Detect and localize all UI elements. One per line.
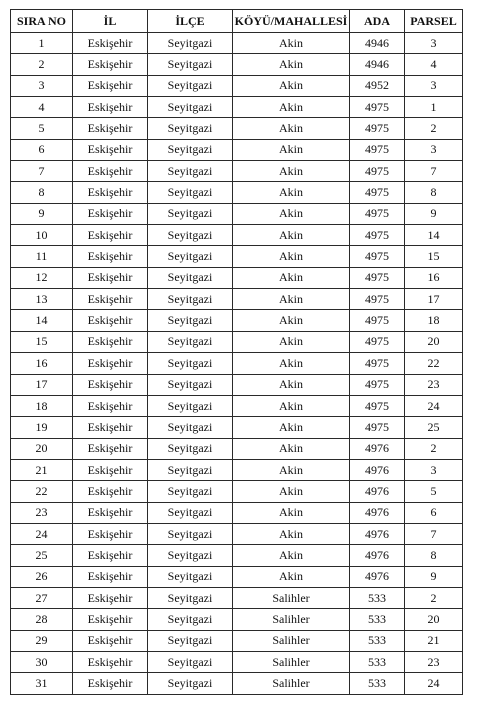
parcel-list-document bbox=[10, 9, 463, 695]
cell-ada: 4976 bbox=[350, 438, 405, 459]
cell-ada: 4975 bbox=[350, 161, 405, 182]
cell-il: Eskişehir bbox=[73, 609, 148, 630]
table-row bbox=[11, 481, 463, 502]
cell-koyu-mahallesi: Akin bbox=[233, 139, 350, 160]
cell-sira-no: 1 bbox=[11, 33, 73, 54]
cell-il: Eskişehir bbox=[73, 331, 148, 352]
cell-koyu-mahallesi: Salihler bbox=[233, 630, 350, 651]
parcel-table bbox=[10, 9, 463, 695]
cell-sira-no: 27 bbox=[11, 587, 73, 608]
cell-ada: 4975 bbox=[350, 353, 405, 374]
cell-il: Eskişehir bbox=[73, 523, 148, 544]
cell-il: Eskişehir bbox=[73, 459, 148, 480]
cell-ilce: Seyitgazi bbox=[148, 438, 233, 459]
cell-parsel: 7 bbox=[405, 161, 463, 182]
cell-ilce: Seyitgazi bbox=[148, 673, 233, 694]
cell-ilce: Seyitgazi bbox=[148, 182, 233, 203]
cell-sira-no: 13 bbox=[11, 289, 73, 310]
cell-parsel: 24 bbox=[405, 673, 463, 694]
cell-parsel: 9 bbox=[405, 203, 463, 224]
table-row bbox=[11, 289, 463, 310]
cell-parsel: 2 bbox=[405, 587, 463, 608]
table-row bbox=[11, 33, 463, 54]
cell-ada: 533 bbox=[350, 630, 405, 651]
cell-parsel: 2 bbox=[405, 438, 463, 459]
cell-parsel: 3 bbox=[405, 75, 463, 96]
cell-koyu-mahallesi: Akin bbox=[233, 395, 350, 416]
cell-sira-no: 31 bbox=[11, 673, 73, 694]
table-row bbox=[11, 630, 463, 651]
cell-koyu-mahallesi: Akin bbox=[233, 161, 350, 182]
cell-ilce: Seyitgazi bbox=[148, 609, 233, 630]
cell-koyu-mahallesi: Akin bbox=[233, 225, 350, 246]
header-sira-no: SIRA NO bbox=[11, 10, 73, 33]
cell-ilce: Seyitgazi bbox=[148, 502, 233, 523]
cell-ada: 4975 bbox=[350, 289, 405, 310]
cell-sira-no: 21 bbox=[11, 459, 73, 480]
table-row bbox=[11, 566, 463, 587]
table-row bbox=[11, 523, 463, 544]
cell-parsel: 7 bbox=[405, 523, 463, 544]
cell-il: Eskişehir bbox=[73, 118, 148, 139]
cell-ilce: Seyitgazi bbox=[148, 395, 233, 416]
cell-koyu-mahallesi: Salihler bbox=[233, 609, 350, 630]
cell-parsel: 17 bbox=[405, 289, 463, 310]
table-row bbox=[11, 182, 463, 203]
table-row bbox=[11, 118, 463, 139]
cell-il: Eskişehir bbox=[73, 630, 148, 651]
table-row bbox=[11, 673, 463, 694]
cell-ilce: Seyitgazi bbox=[148, 97, 233, 118]
cell-il: Eskişehir bbox=[73, 481, 148, 502]
cell-koyu-mahallesi: Akin bbox=[233, 481, 350, 502]
cell-ada: 4976 bbox=[350, 481, 405, 502]
table-row bbox=[11, 75, 463, 96]
cell-sira-no: 24 bbox=[11, 523, 73, 544]
cell-sira-no: 9 bbox=[11, 203, 73, 224]
cell-il: Eskişehir bbox=[73, 374, 148, 395]
cell-parsel: 5 bbox=[405, 481, 463, 502]
cell-ada: 533 bbox=[350, 587, 405, 608]
cell-ilce: Seyitgazi bbox=[148, 545, 233, 566]
cell-ada: 4975 bbox=[350, 395, 405, 416]
cell-ada: 4975 bbox=[350, 203, 405, 224]
cell-parsel: 20 bbox=[405, 609, 463, 630]
cell-sira-no: 5 bbox=[11, 118, 73, 139]
cell-ilce: Seyitgazi bbox=[148, 289, 233, 310]
cell-parsel: 18 bbox=[405, 310, 463, 331]
cell-ilce: Seyitgazi bbox=[148, 566, 233, 587]
cell-ilce: Seyitgazi bbox=[148, 267, 233, 288]
table-row bbox=[11, 545, 463, 566]
cell-koyu-mahallesi: Akin bbox=[233, 566, 350, 587]
cell-ada: 4952 bbox=[350, 75, 405, 96]
cell-il: Eskişehir bbox=[73, 182, 148, 203]
cell-sira-no: 15 bbox=[11, 331, 73, 352]
table-row bbox=[11, 331, 463, 352]
cell-sira-no: 2 bbox=[11, 54, 73, 75]
cell-parsel: 3 bbox=[405, 459, 463, 480]
cell-ilce: Seyitgazi bbox=[148, 587, 233, 608]
cell-ada: 4975 bbox=[350, 118, 405, 139]
cell-sira-no: 30 bbox=[11, 651, 73, 672]
cell-il: Eskişehir bbox=[73, 545, 148, 566]
cell-ilce: Seyitgazi bbox=[148, 310, 233, 331]
cell-sira-no: 14 bbox=[11, 310, 73, 331]
cell-parsel: 25 bbox=[405, 417, 463, 438]
cell-parsel: 23 bbox=[405, 651, 463, 672]
cell-parsel: 20 bbox=[405, 331, 463, 352]
cell-koyu-mahallesi: Akin bbox=[233, 182, 350, 203]
cell-ilce: Seyitgazi bbox=[148, 118, 233, 139]
cell-il: Eskişehir bbox=[73, 438, 148, 459]
cell-sira-no: 17 bbox=[11, 374, 73, 395]
cell-parsel: 21 bbox=[405, 630, 463, 651]
table-row bbox=[11, 374, 463, 395]
cell-sira-no: 7 bbox=[11, 161, 73, 182]
cell-sira-no: 19 bbox=[11, 417, 73, 438]
cell-ilce: Seyitgazi bbox=[148, 481, 233, 502]
cell-parsel: 16 bbox=[405, 267, 463, 288]
cell-ilce: Seyitgazi bbox=[148, 417, 233, 438]
cell-ada: 4975 bbox=[350, 417, 405, 438]
header-ada: ADA bbox=[350, 10, 405, 33]
table-row bbox=[11, 395, 463, 416]
cell-koyu-mahallesi: Akin bbox=[233, 75, 350, 96]
cell-koyu-mahallesi: Salihler bbox=[233, 673, 350, 694]
cell-koyu-mahallesi: Akin bbox=[233, 438, 350, 459]
cell-ilce: Seyitgazi bbox=[148, 459, 233, 480]
table-row bbox=[11, 139, 463, 160]
cell-sira-no: 10 bbox=[11, 225, 73, 246]
table-row bbox=[11, 353, 463, 374]
table-body bbox=[11, 33, 463, 695]
cell-koyu-mahallesi: Akin bbox=[233, 417, 350, 438]
cell-il: Eskişehir bbox=[73, 54, 148, 75]
cell-parsel: 15 bbox=[405, 246, 463, 267]
table-row bbox=[11, 203, 463, 224]
cell-il: Eskişehir bbox=[73, 225, 148, 246]
cell-koyu-mahallesi: Akin bbox=[233, 33, 350, 54]
cell-ada: 4975 bbox=[350, 267, 405, 288]
cell-sira-no: 12 bbox=[11, 267, 73, 288]
table-row bbox=[11, 609, 463, 630]
cell-il: Eskişehir bbox=[73, 310, 148, 331]
header-ilce: İLÇE bbox=[148, 10, 233, 33]
table-row bbox=[11, 161, 463, 182]
cell-koyu-mahallesi: Akin bbox=[233, 54, 350, 75]
cell-il: Eskişehir bbox=[73, 587, 148, 608]
cell-koyu-mahallesi: Akin bbox=[233, 545, 350, 566]
cell-il: Eskişehir bbox=[73, 97, 148, 118]
cell-ilce: Seyitgazi bbox=[148, 161, 233, 182]
cell-sira-no: 4 bbox=[11, 97, 73, 118]
cell-koyu-mahallesi: Akin bbox=[233, 289, 350, 310]
cell-koyu-mahallesi: Akin bbox=[233, 118, 350, 139]
cell-parsel: 2 bbox=[405, 118, 463, 139]
cell-parsel: 14 bbox=[405, 225, 463, 246]
cell-ada: 4976 bbox=[350, 566, 405, 587]
cell-sira-no: 26 bbox=[11, 566, 73, 587]
cell-ada: 4975 bbox=[350, 374, 405, 395]
cell-il: Eskişehir bbox=[73, 395, 148, 416]
cell-il: Eskişehir bbox=[73, 353, 148, 374]
cell-il: Eskişehir bbox=[73, 566, 148, 587]
header-row bbox=[11, 10, 463, 33]
cell-ada: 4975 bbox=[350, 139, 405, 160]
cell-ada: 4946 bbox=[350, 33, 405, 54]
cell-sira-no: 28 bbox=[11, 609, 73, 630]
cell-sira-no: 6 bbox=[11, 139, 73, 160]
cell-ilce: Seyitgazi bbox=[148, 331, 233, 352]
cell-parsel: 9 bbox=[405, 566, 463, 587]
cell-il: Eskişehir bbox=[73, 33, 148, 54]
cell-ilce: Seyitgazi bbox=[148, 75, 233, 96]
cell-ilce: Seyitgazi bbox=[148, 630, 233, 651]
cell-il: Eskişehir bbox=[73, 502, 148, 523]
cell-koyu-mahallesi: Akin bbox=[233, 374, 350, 395]
cell-il: Eskişehir bbox=[73, 161, 148, 182]
cell-ada: 4976 bbox=[350, 502, 405, 523]
cell-ilce: Seyitgazi bbox=[148, 374, 233, 395]
cell-koyu-mahallesi: Akin bbox=[233, 331, 350, 352]
cell-sira-no: 23 bbox=[11, 502, 73, 523]
cell-parsel: 8 bbox=[405, 545, 463, 566]
cell-sira-no: 29 bbox=[11, 630, 73, 651]
cell-sira-no: 8 bbox=[11, 182, 73, 203]
cell-il: Eskişehir bbox=[73, 203, 148, 224]
cell-ada: 4975 bbox=[350, 310, 405, 331]
cell-il: Eskişehir bbox=[73, 267, 148, 288]
table-row bbox=[11, 225, 463, 246]
cell-ilce: Seyitgazi bbox=[148, 139, 233, 160]
cell-koyu-mahallesi: Akin bbox=[233, 267, 350, 288]
cell-ilce: Seyitgazi bbox=[148, 353, 233, 374]
cell-parsel: 3 bbox=[405, 33, 463, 54]
cell-ilce: Seyitgazi bbox=[148, 651, 233, 672]
table-row bbox=[11, 417, 463, 438]
cell-parsel: 8 bbox=[405, 182, 463, 203]
cell-il: Eskişehir bbox=[73, 673, 148, 694]
cell-ilce: Seyitgazi bbox=[148, 54, 233, 75]
table-row bbox=[11, 502, 463, 523]
cell-sira-no: 3 bbox=[11, 75, 73, 96]
cell-ada: 4976 bbox=[350, 523, 405, 544]
cell-parsel: 24 bbox=[405, 395, 463, 416]
cell-koyu-mahallesi: Salihler bbox=[233, 651, 350, 672]
cell-ada: 4976 bbox=[350, 459, 405, 480]
cell-il: Eskişehir bbox=[73, 75, 148, 96]
cell-ada: 4976 bbox=[350, 545, 405, 566]
cell-sira-no: 18 bbox=[11, 395, 73, 416]
table-row bbox=[11, 438, 463, 459]
cell-ilce: Seyitgazi bbox=[148, 33, 233, 54]
cell-ada: 4975 bbox=[350, 97, 405, 118]
cell-il: Eskişehir bbox=[73, 417, 148, 438]
cell-il: Eskişehir bbox=[73, 139, 148, 160]
cell-parsel: 4 bbox=[405, 54, 463, 75]
cell-ada: 4975 bbox=[350, 331, 405, 352]
cell-ada: 533 bbox=[350, 673, 405, 694]
cell-sira-no: 22 bbox=[11, 481, 73, 502]
cell-sira-no: 25 bbox=[11, 545, 73, 566]
cell-sira-no: 11 bbox=[11, 246, 73, 267]
cell-il: Eskişehir bbox=[73, 289, 148, 310]
cell-koyu-mahallesi: Akin bbox=[233, 97, 350, 118]
cell-ilce: Seyitgazi bbox=[148, 203, 233, 224]
cell-ada: 4946 bbox=[350, 54, 405, 75]
header-parsel: PARSEL bbox=[405, 10, 463, 33]
cell-parsel: 1 bbox=[405, 97, 463, 118]
cell-il: Eskişehir bbox=[73, 651, 148, 672]
table-row bbox=[11, 97, 463, 118]
cell-parsel: 22 bbox=[405, 353, 463, 374]
cell-ada: 4975 bbox=[350, 246, 405, 267]
cell-koyu-mahallesi: Akin bbox=[233, 459, 350, 480]
table-row bbox=[11, 459, 463, 480]
cell-koyu-mahallesi: Akin bbox=[233, 353, 350, 374]
table-row bbox=[11, 267, 463, 288]
cell-sira-no: 16 bbox=[11, 353, 73, 374]
cell-ilce: Seyitgazi bbox=[148, 523, 233, 544]
header-koyu-mahallesi: KÖYÜ/MAHALLESİ bbox=[233, 10, 350, 33]
table-row bbox=[11, 310, 463, 331]
cell-ada: 533 bbox=[350, 651, 405, 672]
cell-il: Eskişehir bbox=[73, 246, 148, 267]
cell-ilce: Seyitgazi bbox=[148, 225, 233, 246]
cell-koyu-mahallesi: Akin bbox=[233, 523, 350, 544]
cell-koyu-mahallesi: Akin bbox=[233, 203, 350, 224]
cell-koyu-mahallesi: Salihler bbox=[233, 587, 350, 608]
cell-koyu-mahallesi: Akin bbox=[233, 310, 350, 331]
cell-koyu-mahallesi: Akin bbox=[233, 246, 350, 267]
table-row bbox=[11, 587, 463, 608]
cell-ada: 533 bbox=[350, 609, 405, 630]
cell-koyu-mahallesi: Akin bbox=[233, 502, 350, 523]
cell-ada: 4975 bbox=[350, 182, 405, 203]
cell-sira-no: 20 bbox=[11, 438, 73, 459]
table-row bbox=[11, 246, 463, 267]
cell-ada: 4975 bbox=[350, 225, 405, 246]
header-il: İL bbox=[73, 10, 148, 33]
cell-ilce: Seyitgazi bbox=[148, 246, 233, 267]
cell-parsel: 6 bbox=[405, 502, 463, 523]
cell-parsel: 23 bbox=[405, 374, 463, 395]
table-header bbox=[11, 10, 463, 33]
cell-parsel: 3 bbox=[405, 139, 463, 160]
table-row bbox=[11, 651, 463, 672]
table-row bbox=[11, 54, 463, 75]
